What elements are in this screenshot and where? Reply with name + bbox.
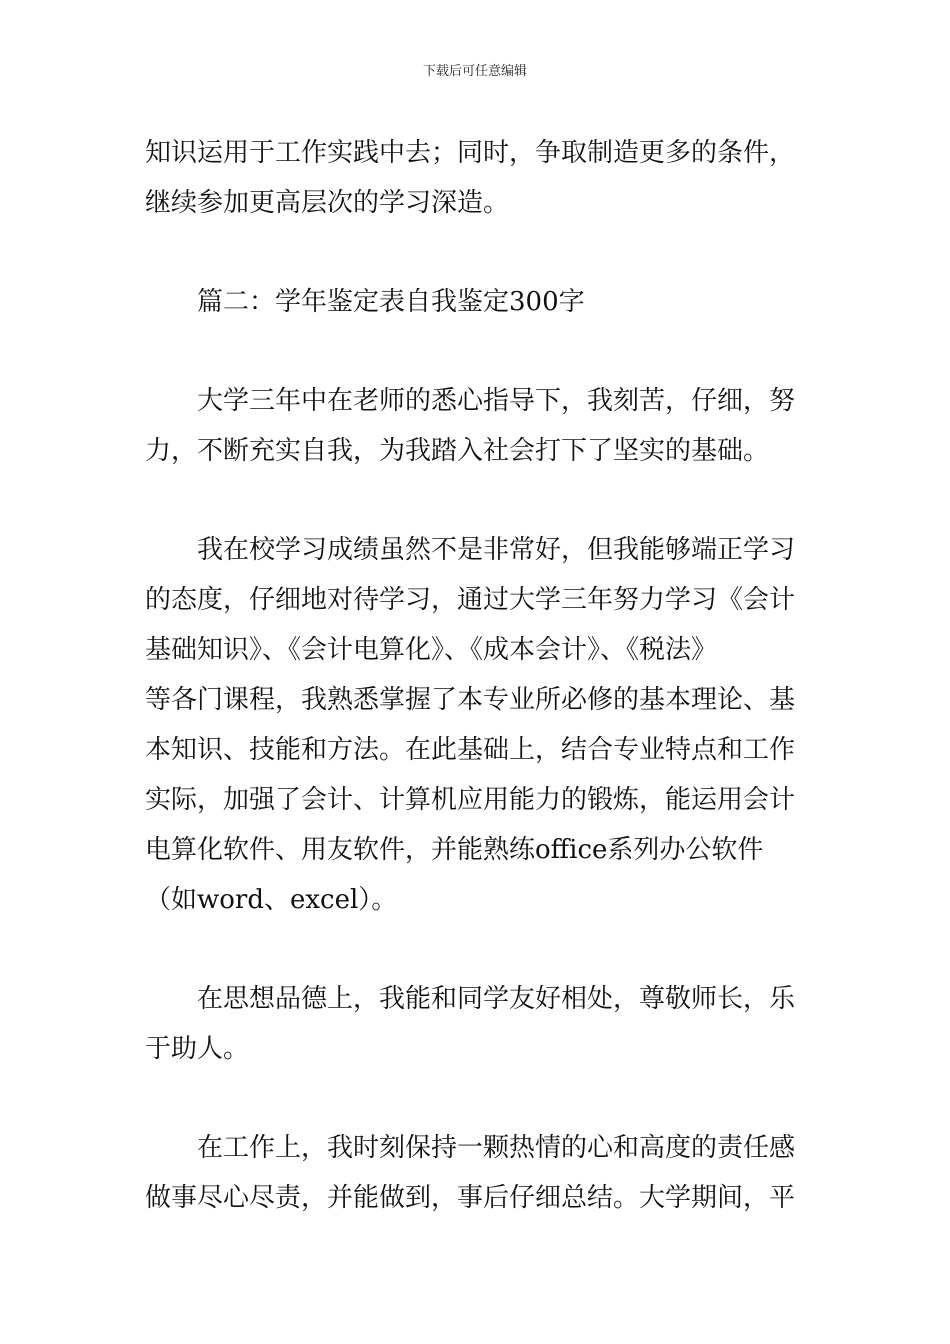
para2-line-1: 我在校学习成绩虽然不是非常好，但我能够端正学习 [145,535,796,565]
paragraph-gap [145,1074,810,1123]
para2-line-3: 基础知识》、《会计电算化》、《成本会计》、《税法》 [145,635,718,665]
para2-line-4: 等各门课程，我熟悉掌握了本专业所必修的基本理论、基 [145,685,796,715]
para2-line-6: 实际，加强了会计、计算机应用能力的锻炼，能运用会计 [145,785,796,815]
page-header-note: 下载后可任意编辑 [422,64,527,79]
para2-line-7: 电算化软件、用友软件，并能熟练office系列办公软件 [145,835,764,865]
para4-line-1: 在工作上，我时刻保持一颗热情的心和高度的责任感 [145,1133,796,1163]
para2-line-5: 本知识、技能和方法。在此基础上，结合专业特点和工作 [145,735,796,765]
para3-line-2: 于助人。 [145,1034,250,1064]
para4-line-2: 做事尽心尽责，并能做到，事后仔细总结。大学期间，平 [145,1183,796,1213]
intro-line-2: 继续参加更高层次的学习深造。 [145,188,510,218]
para3-line-1: 在思想品德上，我能和同学友好相处，尊敬师长，乐 [145,984,796,1014]
paragraph-gap [145,327,810,376]
document-body [145,128,810,1223]
intro-line-1: 知识运用于工作实践中去；同时，争取制造更多的条件， [145,138,796,168]
para1-line-1: 大学三年中在老师的悉心指导下，我刻苦，仔细，努 [145,386,796,416]
para2-line-2: 的态度，仔细地对待学习，通过大学三年努力学习《会计 [145,585,796,615]
para2-line-8: （如word、excel）。 [145,885,398,915]
paragraph-gap [145,476,810,525]
paragraph-gap [145,228,810,277]
section-title: 篇二：学年鉴定表自我鉴定300字 [145,287,585,317]
paragraph-gap [145,925,810,974]
para1-line-2: 力，不断充实自我，为我踏入社会打下了坚实的基础。 [145,436,770,466]
